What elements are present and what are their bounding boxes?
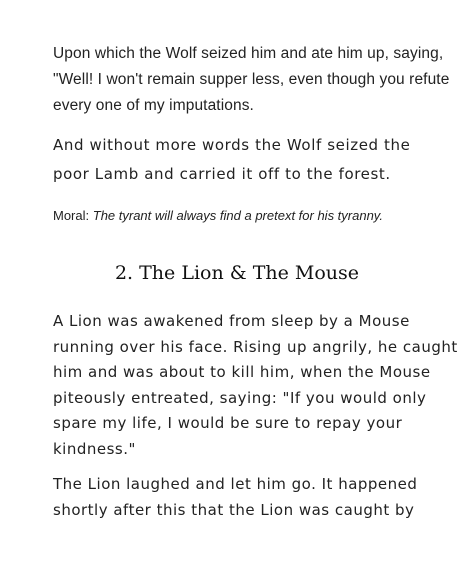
text-line: running over his face. Rising up angrily, he caught <box>53 337 458 356</box>
chapter-heading: 2. The Lion & The Mouse <box>114 262 360 284</box>
story-paragraph <box>53 309 458 463</box>
text-line: Upon which the Wolf seized him and ate him up, saying, <box>53 45 444 62</box>
story-paragraph <box>53 131 433 189</box>
moral <box>53 206 433 226</box>
text-line: kindness." <box>53 439 136 458</box>
text-line: him and was about to kill him, when the Mouse <box>53 363 431 382</box>
story-paragraph <box>53 472 433 523</box>
text-line: A Lion was awakened from sleep by a Mouse <box>53 312 410 330</box>
text-line: every one of my imputations. <box>53 97 254 114</box>
text-line: poor Lamb and carried it off to the forest. <box>53 165 391 183</box>
story-paragraph <box>53 41 450 119</box>
moral-label: Moral: <box>53 208 90 223</box>
text-line: spare my life, I would be sure to repay your <box>53 414 403 433</box>
text-line: shortly after this that the Lion was caught by <box>53 500 415 519</box>
moral-text: The tyrant will always find a pretext for his tyranny. <box>92 208 383 223</box>
text-line: And without more words the Wolf seized the <box>53 136 411 154</box>
text-line: "Well! I won't remain supper less, even though you refute <box>53 71 450 88</box>
text-line: The Lion laughed and let him go. It happened <box>53 475 418 493</box>
text-line: piteously entreated, saying: "If you would only <box>53 388 427 407</box>
